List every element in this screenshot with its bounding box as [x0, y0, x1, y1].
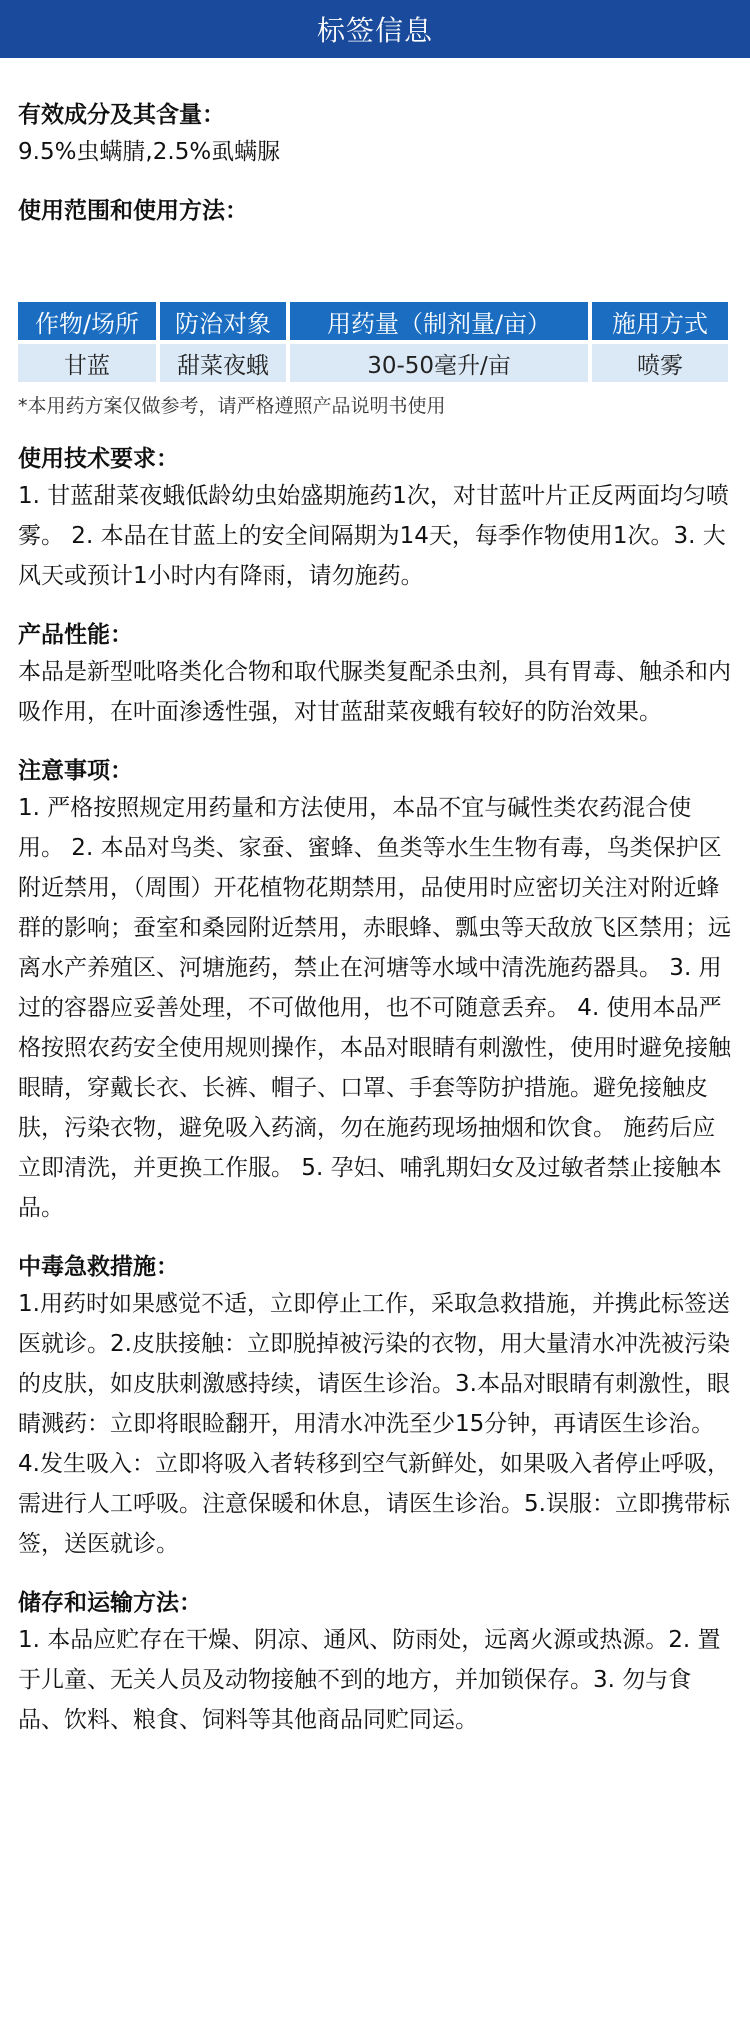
table-row [18, 344, 728, 382]
header-dosage: 用药量（制剂量/亩） [290, 302, 588, 340]
header-method: 施用方式 [592, 302, 728, 340]
cell-target: 甜菜夜蛾 [160, 344, 286, 382]
table-header-row [18, 302, 728, 340]
usage-section [18, 194, 732, 228]
cell-dosage: 30-50毫升/亩 [290, 344, 588, 382]
label-content [0, 58, 750, 1740]
first-aid-section [18, 1250, 732, 1564]
first-aid-text: 1.用药时如果感觉不适，立即停止工作，采取急救措施，并携此标签送医就诊。2.皮肤接触：立即脱掉被污染的衣物，用大量清水冲洗被污染的皮肤，如皮肤刺激感持续，请医生诊治。3.本品对眼睛有刺激性，眼睛溅药：立即将眼睑翻开，用清水冲洗至少15分钟，再请医生诊治。 4.发生吸入：立即将吸入者转移到空气新鲜处，如果吸入者停止呼吸，需进行人工呼吸。注意保暖和休息，请医生诊治。5.误服：立即携带标签，送医就诊。 [18, 1291, 730, 1557]
cell-crop: 甘蓝 [18, 344, 156, 382]
technical-text: 1. 甘蓝甜菜夜蛾低龄幼虫始盛期施药1次，对甘蓝叶片正反两面均匀喷雾。 2. 本品在甘蓝上的安全间隔期为14天，每季作物使用1次。3. 大风天或预计1小时内有降雨，请勿施药。 [18, 483, 729, 589]
precautions-section [18, 754, 732, 1228]
usage-title: 使用范围和使用方法： [18, 198, 248, 224]
storage-title: 储存和运输方法： [18, 1590, 202, 1616]
precautions-title: 注意事项： [18, 758, 133, 784]
storage-section [18, 1586, 732, 1740]
header-target: 防治对象 [160, 302, 286, 340]
ingredients-text: 9.5%虫螨腈,2.5%虱螨脲 [18, 139, 281, 165]
usage-note: *本用药方案仅做参考，请严格遵照产品说明书使用 [18, 395, 446, 417]
ingredients-title: 有效成分及其含量： [18, 102, 225, 128]
performance-section [18, 618, 732, 732]
technical-section [18, 442, 732, 596]
storage-text: 1. 本品应贮存在干燥、阴凉、通风、防雨处，远离火源或热源。2. 置于儿童、无关人员及动物接触不到的地方，并加锁保存。3. 勿与食品、饮料、粮食、饲料等其他商品同贮同运。 [18, 1627, 721, 1733]
performance-title: 产品性能： [18, 622, 133, 648]
precautions-text: 1. 严格按照规定用药量和方法使用，本品不宜与碱性类农药混合使用。 2. 本品对鸟类、家蚕、蜜蜂、鱼类等水生生物有毒，鸟类保护区附近禁用，（周围）开花植物花期禁用，品使用时应密切关注对附近蜂群的影响；蚕室和桑园附近禁用，赤眼蜂、瓢虫等天敌放飞区禁用；远离水产养殖区、河塘施药，禁止在河塘等水域中清洗施药器具。 3. 用过的容器应妥善处理，不可做他用，也不可随意丢弃。 4. 使用本品严格按照农药安全使用规则操作，本品对眼睛有刺激性，使用时避免接触眼睛，穿戴长衣、长裤、帽子、口罩、手套等防护措施。避免接触皮肤，污染衣物，避免吸入药滴，勿在施药现场抽烟和饮食。 施药后应立即清洗，并更换工作服。 5. 孕妇、哺乳期妇女及过敏者禁止接触本品。 [18, 795, 731, 1221]
header-crop: 作物/场所 [18, 302, 156, 340]
page-header [0, 0, 750, 58]
ingredients-section [18, 98, 732, 172]
header-title: 标签信息 [316, 14, 433, 47]
dosage-table [14, 298, 732, 386]
first-aid-title: 中毒急救措施： [18, 1254, 179, 1280]
cell-method: 喷雾 [592, 344, 728, 382]
technical-title: 使用技术要求： [18, 446, 179, 472]
performance-text: 本品是新型吡咯类化合物和取代脲类复配杀虫剂，具有胃毒、触杀和内吸作用，在叶面渗透性强，对甘蓝甜菜夜蛾有较好的防治效果。 [18, 659, 731, 725]
